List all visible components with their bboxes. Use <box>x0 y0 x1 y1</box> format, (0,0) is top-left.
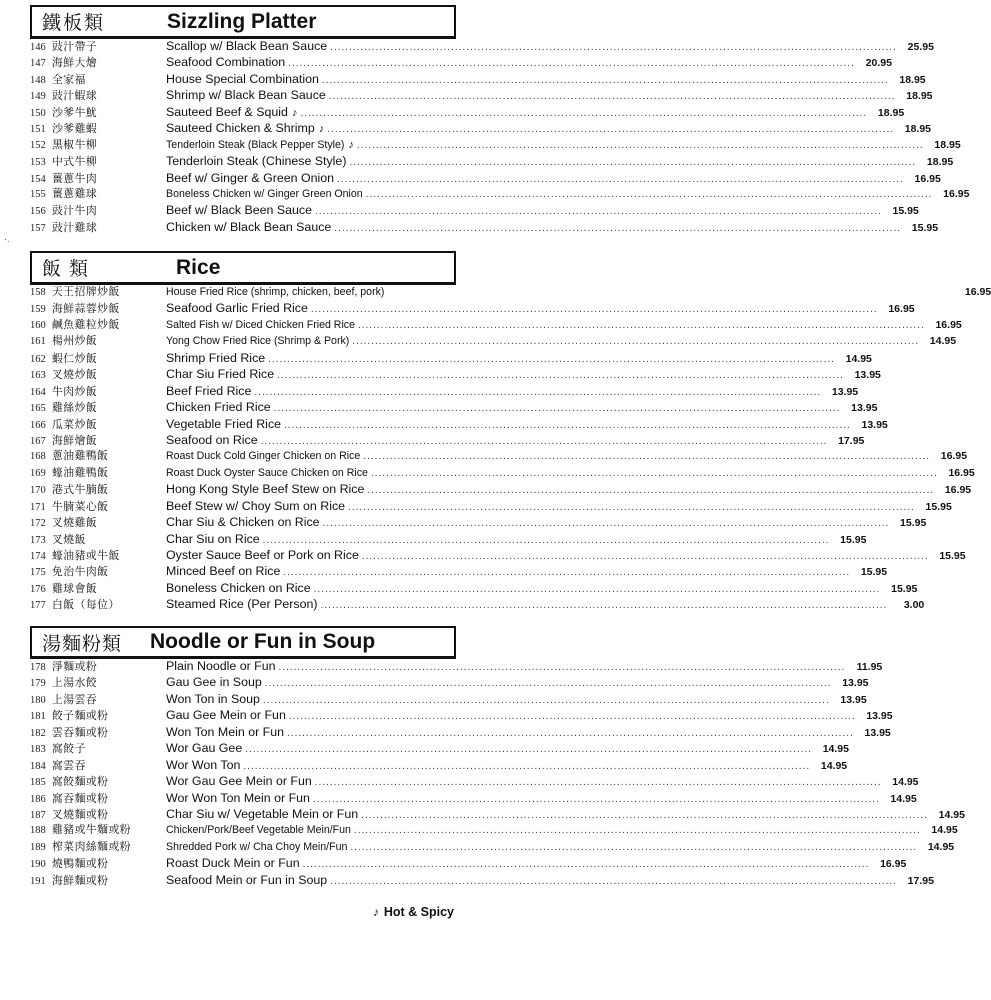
item-chinese-name: 豉汁帶子 <box>52 40 98 53</box>
menu-item-row <box>30 773 919 789</box>
dot-leader <box>321 598 888 614</box>
section-english-title: Sizzling Platter <box>167 9 317 33</box>
dot-leader <box>274 401 841 417</box>
item-number: 148 <box>30 74 46 86</box>
item-chinese-name: 海鮮蒜蓉炒飯 <box>52 302 120 316</box>
item-english-name: Char Siu & Chicken on Rice <box>166 515 320 530</box>
menu-item-row <box>30 153 954 169</box>
dot-leader <box>350 840 917 856</box>
item-price: 13.95 <box>851 402 878 415</box>
item-number: 146 <box>30 42 46 53</box>
item-number: 177 <box>30 600 46 612</box>
item-price: 18.95 <box>906 90 933 103</box>
item-english-name: Tenderloin Steak (Chinese Style) <box>166 154 347 169</box>
print-speck: ·. <box>4 234 10 244</box>
menu-item-row <box>30 514 927 530</box>
item-chinese-name: 雲吞麵或粉 <box>52 725 109 739</box>
item-number: 174 <box>30 551 46 562</box>
item-english-name: Seafood Garlic Fried Rice <box>166 301 308 316</box>
item-price: 13.95 <box>840 693 867 706</box>
chili-pepper-icon: ♪ <box>291 106 298 119</box>
item-number: 167 <box>30 435 46 447</box>
item-chinese-name: 海鮮大燴 <box>52 56 98 70</box>
item-chinese-name: 海鮮麵或粉 <box>52 873 109 887</box>
item-english-name: Vegetable Fried Rice <box>166 416 282 431</box>
menu-item-row <box>30 87 933 103</box>
item-chinese-name: 港式牛腩飯 <box>52 483 109 497</box>
dot-leader <box>288 56 855 72</box>
item-price: 16.95 <box>964 286 991 298</box>
menu-item-row <box>30 350 872 366</box>
dot-leader <box>300 106 867 122</box>
menu-item-row <box>30 563 888 579</box>
menu-item-row <box>30 399 878 415</box>
section-chinese-title: 鐵板類 <box>42 12 106 34</box>
dot-leader <box>354 823 921 839</box>
item-english-name: Won Ton Mein or Fun <box>166 724 285 739</box>
menu-item-row <box>30 547 966 563</box>
item-english-name: Wor Gau Gee <box>166 741 243 756</box>
menu-item-row <box>30 674 869 690</box>
item-number: 165 <box>30 403 46 415</box>
item-english-name: Wor Gau Gee Mein or Fun <box>166 774 312 789</box>
item-price: 14.95 <box>929 335 957 348</box>
item-english-name: Hong Kong Style Beef Stew on Rice <box>166 482 365 497</box>
item-chinese-name: 牛肉炒飯 <box>52 384 98 398</box>
dot-leader <box>315 775 882 791</box>
item-english-name: House Fried Rice (shrimp, chicken, beef, pork) <box>166 286 385 298</box>
item-price: 14.95 <box>931 824 958 837</box>
dot-leader <box>277 368 844 384</box>
item-chinese-name: 淨麵或粉 <box>52 660 98 673</box>
item-number: 171 <box>30 501 46 513</box>
item-chinese-name: 叉燒飯 <box>52 532 86 546</box>
dot-leader <box>366 187 933 203</box>
item-english-name: Won Ton in Soup <box>166 691 260 706</box>
item-number: 191 <box>30 875 46 887</box>
menu-item-row <box>30 300 915 316</box>
item-number: 173 <box>30 534 46 546</box>
item-number: 152 <box>30 139 46 151</box>
item-number: 184 <box>30 760 46 772</box>
menu-item-row <box>30 71 926 87</box>
item-price: 13.95 <box>842 677 869 690</box>
item-english-name: Minced Beef on Rice <box>166 564 281 579</box>
menu-item-row <box>30 822 958 838</box>
item-chinese-name: 豉汁牛肉 <box>52 204 98 218</box>
dot-leader <box>315 204 882 220</box>
item-english-name: Roast Duck Mein or Fun <box>166 856 300 871</box>
item-price: 16.95 <box>940 450 968 463</box>
item-price: 16.95 <box>948 466 975 479</box>
item-english-name: Beef w/ Black Been Sauce <box>166 203 313 218</box>
dot-leader <box>289 709 856 725</box>
item-number: 153 <box>30 157 46 169</box>
item-chinese-name: 沙爹雞蝦 <box>52 122 98 136</box>
item-english-name: Tenderloin Steak (Black Pepper Style) <box>166 138 345 151</box>
item-number: 158 <box>30 287 46 298</box>
dot-leader <box>348 500 915 516</box>
item-price: 15.95 <box>892 205 919 218</box>
item-chinese-name: 中式牛柳 <box>52 155 98 169</box>
item-english-name: Boneless Chicken on Rice <box>166 580 311 595</box>
item-price: 16.95 <box>914 172 941 185</box>
item-number: 166 <box>30 419 46 431</box>
dot-leader <box>311 302 878 318</box>
item-number: 183 <box>30 744 46 756</box>
item-price: 15.95 <box>860 566 888 579</box>
item-english-name: Oyster Sauce Beef or Pork on Rice <box>166 548 359 562</box>
item-chinese-name: 上湯水餃 <box>52 676 98 690</box>
menu-item-row <box>30 724 891 740</box>
item-english-name: Sauteed Beef & Squid <box>166 104 288 119</box>
item-number: 168 <box>30 451 46 463</box>
item-chinese-name: 鹹魚雞粒炒飯 <box>52 317 120 331</box>
item-english-name: Gau Gee in Soup <box>166 675 262 690</box>
section-items <box>30 38 970 235</box>
menu-item-row <box>30 333 957 349</box>
item-english-name: Wor Won Ton Mein or Fun <box>166 790 310 805</box>
item-price: 15.95 <box>900 517 927 530</box>
menu-item-row <box>30 658 883 674</box>
item-chinese-name: 白飯（每位） <box>52 598 120 612</box>
chili-pepper-icon: ♪ <box>348 138 354 151</box>
item-english-name: Seafood on Rice <box>166 432 258 447</box>
item-number: 151 <box>30 124 46 136</box>
item-english-name: Chicken/Pork/Beef Vegetable Mein/Fun <box>166 824 351 837</box>
item-chinese-name: 榨菜肉絲麵或粉 <box>52 839 132 853</box>
item-price: 15.95 <box>891 582 918 595</box>
item-chinese-name: 天王招牌炒飯 <box>52 285 120 298</box>
dot-leader <box>329 89 896 105</box>
section-items <box>30 284 991 613</box>
dot-leader <box>263 693 830 709</box>
item-number: 156 <box>30 206 46 218</box>
dot-leader <box>268 352 835 368</box>
dot-leader <box>287 726 854 742</box>
menu-item-row <box>30 38 934 54</box>
item-number: 162 <box>30 353 46 365</box>
item-price: 14.95 <box>890 792 917 805</box>
dot-leader <box>357 138 924 154</box>
dot-leader <box>313 792 880 808</box>
item-price: 16.95 <box>944 484 972 497</box>
dot-leader <box>322 73 889 89</box>
dot-leader <box>283 565 850 581</box>
menu-item-row <box>30 790 917 806</box>
menu-item-row <box>30 317 962 333</box>
menu-item-row <box>30 691 867 707</box>
item-number: 169 <box>30 467 46 479</box>
item-chinese-name: 窩雲吞 <box>52 758 86 772</box>
item-price: 16.95 <box>880 858 907 871</box>
item-number: 186 <box>30 793 46 805</box>
dot-leader <box>323 516 890 532</box>
menu-item-row <box>30 186 970 202</box>
section-chinese-title: 湯麵粉類 <box>42 632 123 655</box>
item-chinese-name: 窩餃麵或粉 <box>52 775 109 789</box>
menu-item-row <box>30 137 961 153</box>
item-chinese-name: 叉燒雞飯 <box>52 516 98 530</box>
item-price: 14.95 <box>822 743 849 756</box>
item-price: 16.95 <box>943 187 970 200</box>
dot-leader <box>279 660 846 676</box>
item-chinese-name: 薑蔥牛肉 <box>52 171 98 185</box>
item-chinese-name: 雞絲炒飯 <box>52 401 98 415</box>
item-english-name: Seafood Combination <box>166 55 286 70</box>
item-chinese-name: 全家福 <box>52 72 86 86</box>
item-english-name: Salted Fish w/ Diced Chicken Fried Rice <box>166 318 355 331</box>
item-chinese-name: 餃子麵或粉 <box>52 709 109 723</box>
menu-item-row <box>30 740 849 756</box>
menu-item-row <box>30 202 919 218</box>
dot-leader <box>363 449 930 465</box>
item-price: 14.95 <box>938 808 965 821</box>
menu-item-row <box>30 872 934 888</box>
item-price: 13.95 <box>861 418 888 431</box>
item-number: 187 <box>30 809 46 821</box>
item-english-name: Sauteed Chicken & Shrimp <box>166 121 315 136</box>
item-english-name: Plain Noodle or Fun <box>166 659 276 673</box>
item-chinese-name: 蔥油雞鴨飯 <box>52 449 109 463</box>
menu-item-row <box>30 448 968 464</box>
item-price: 13.95 <box>866 710 893 723</box>
menu-item-row <box>30 104 905 120</box>
item-number: 176 <box>30 583 46 595</box>
item-english-name: Char Siu w/ Vegetable Mein or Fun <box>166 806 359 821</box>
item-chinese-name: 瓜菜炒飯 <box>52 417 98 431</box>
menu-item-row <box>30 757 848 773</box>
dot-leader <box>334 221 901 237</box>
dot-leader <box>337 172 904 188</box>
item-number: 150 <box>30 107 46 119</box>
item-price: 15.95 <box>925 500 952 513</box>
item-number: 154 <box>30 173 46 185</box>
legend <box>373 905 454 919</box>
item-price: 20.95 <box>865 57 892 70</box>
item-chinese-name: 燒鴨麵或粉 <box>52 857 109 871</box>
item-chinese-name: 蠔油豬或牛飯 <box>52 549 120 562</box>
item-english-name: Beef w/ Ginger & Green Onion <box>166 170 335 185</box>
menu-item-row <box>30 481 972 497</box>
menu-item-row <box>30 416 888 432</box>
item-price: 16.95 <box>888 303 915 316</box>
dot-leader <box>314 582 881 598</box>
item-chinese-name: 豉汁蝦球 <box>52 89 98 103</box>
menu-item-row <box>30 383 859 399</box>
item-number: 164 <box>30 386 46 398</box>
item-chinese-name: 牛腩菜心飯 <box>52 499 109 513</box>
dot-leader <box>265 676 832 692</box>
item-number: 180 <box>30 694 46 706</box>
menu-item-row <box>30 839 955 855</box>
dot-leader <box>362 549 929 565</box>
dot-leader <box>361 808 928 824</box>
dot-leader <box>371 466 938 482</box>
menu-item-row <box>30 707 893 723</box>
menu-item-row <box>30 855 907 871</box>
item-number: 159 <box>30 304 46 316</box>
item-number: 178 <box>30 662 46 673</box>
legend-label: Hot & Spicy <box>383 905 454 919</box>
item-chinese-name: 窩吞麵或粉 <box>52 791 109 805</box>
dot-leader <box>327 122 894 138</box>
item-number: 172 <box>30 518 46 530</box>
item-price: 18.95 <box>899 73 926 86</box>
dot-leader <box>349 155 916 171</box>
item-chinese-name: 海鮮燴飯 <box>52 433 98 447</box>
item-chinese-name: 薑蔥雞球 <box>52 186 98 200</box>
menu-item-row <box>30 219 939 235</box>
menu-item-row <box>30 366 881 382</box>
menu-item-row <box>30 170 941 186</box>
section-items <box>30 658 965 888</box>
item-number: 189 <box>30 841 46 853</box>
dot-leader <box>367 483 934 499</box>
dot-leader <box>330 874 897 890</box>
item-price: 25.95 <box>907 41 934 53</box>
item-chinese-name: 楊州炒飯 <box>52 334 98 348</box>
item-english-name: Shrimp w/ Black Bean Sauce <box>166 88 326 103</box>
item-chinese-name: 叉燒麵或粉 <box>52 807 109 821</box>
section-header-noodle-soup <box>30 626 456 658</box>
item-english-name: Chicken w/ Black Bean Sauce <box>166 219 332 234</box>
item-chinese-name: 蠔油雞鴨飯 <box>52 465 109 479</box>
item-english-name: Beef Stew w/ Choy Sum on Rice <box>166 498 346 513</box>
item-english-name: House Special Combination <box>166 71 319 86</box>
item-english-name: Char Siu Fried Rice <box>166 367 275 382</box>
item-number: 157 <box>30 222 46 234</box>
item-number: 170 <box>30 485 46 497</box>
item-number: 161 <box>30 336 46 348</box>
item-number: 179 <box>30 678 46 690</box>
item-price: 16.95 <box>935 318 962 331</box>
section-header-rice <box>30 251 456 284</box>
item-price: 18.95 <box>926 156 954 169</box>
menu-item-row <box>30 54 892 70</box>
item-price: 14.95 <box>927 840 955 853</box>
dot-leader <box>254 385 821 401</box>
item-price: 14.95 <box>845 352 872 365</box>
item-price: 13.95 <box>854 369 881 382</box>
item-price: 18.95 <box>904 123 932 136</box>
item-english-name: Boneless Chicken w/ Ginger Green Onion <box>166 187 363 200</box>
dot-leader <box>330 40 897 56</box>
item-english-name: Gau Gee Mein or Fun <box>166 708 286 723</box>
item-english-name: Chicken Fried Rice <box>166 400 271 415</box>
chili-pepper-icon: ♪ <box>372 905 379 919</box>
item-english-name: Shredded Pork w/ Cha Choy Mein/Fun <box>166 840 348 853</box>
section-english-title: Noodle or Fun in Soup <box>150 630 376 653</box>
item-number: 175 <box>30 567 46 579</box>
item-english-name: Shrimp Fried Rice <box>166 350 266 365</box>
item-price: 14.95 <box>892 776 919 789</box>
section-header-sizzling-platter <box>30 5 456 38</box>
item-english-name: Seafood Mein or Fun in Soup <box>166 872 328 887</box>
item-chinese-name: 上湯雲吞 <box>52 692 98 706</box>
dot-leader <box>284 418 851 434</box>
dot-leader <box>243 759 810 775</box>
item-number: 190 <box>30 859 46 871</box>
dot-leader <box>358 318 925 334</box>
item-chinese-name: 雞球會飯 <box>52 581 98 595</box>
item-english-name: Char Siu on Rice <box>166 531 260 546</box>
item-number: 149 <box>30 91 46 103</box>
dot-leader <box>352 334 919 350</box>
menu-item-row <box>30 498 952 514</box>
item-number: 163 <box>30 370 46 382</box>
item-price: 3.00 <box>903 599 925 612</box>
item-number: 160 <box>30 319 46 331</box>
dot-leader <box>245 742 812 758</box>
menu-item-row <box>30 465 975 481</box>
item-chinese-name: 免治牛肉飯 <box>52 565 109 579</box>
item-number: 182 <box>30 727 46 739</box>
item-price: 18.95 <box>877 106 905 119</box>
section-english-title: Rice <box>176 255 221 279</box>
chili-pepper-icon: ♪ <box>318 123 325 136</box>
item-price: 13.95 <box>864 726 891 739</box>
item-chinese-name: 雞豬或牛麵或粉 <box>52 823 132 837</box>
item-chinese-name: 蝦仁炒飯 <box>52 351 98 365</box>
item-english-name: Roast Duck Oyster Sauce Chicken on Rice <box>166 466 368 479</box>
item-chinese-name: 豉汁雞球 <box>52 220 98 234</box>
menu-item-row <box>30 806 965 822</box>
item-price: 15.95 <box>911 221 939 234</box>
item-number: 185 <box>30 777 46 789</box>
item-english-name: Yong Chow Fried Rice (Shrimp & Pork) <box>166 335 350 348</box>
item-number: 147 <box>30 58 46 70</box>
item-price: 13.95 <box>831 385 859 398</box>
item-price: 15.95 <box>939 550 966 562</box>
item-chinese-name: 沙爹牛魷 <box>52 105 98 119</box>
item-price: 11.95 <box>856 661 883 673</box>
section-chinese-title: 飯類 <box>42 258 97 280</box>
item-english-name: Scallop w/ Black Bean Sauce <box>166 39 328 53</box>
menu-item-row <box>30 120 932 136</box>
item-chinese-name: 窩餃子 <box>52 742 86 756</box>
item-chinese-name: 黑椒牛柳 <box>52 137 98 151</box>
menu-item-row <box>30 284 991 300</box>
menu-item-row <box>30 580 918 596</box>
item-number: 155 <box>30 188 46 200</box>
item-price: 17.95 <box>907 874 934 887</box>
menu-item-row <box>30 596 925 612</box>
item-price: 17.95 <box>838 434 865 447</box>
menu-item-row <box>30 531 867 547</box>
dot-leader <box>303 857 870 873</box>
item-price: 14.95 <box>820 759 848 772</box>
item-chinese-name: 叉燒炒飯 <box>52 368 98 382</box>
menu-item-row <box>30 432 865 448</box>
item-number: 188 <box>30 825 46 837</box>
item-price: 15.95 <box>840 533 867 546</box>
item-number: 181 <box>30 711 46 723</box>
item-english-name: Steamed Rice (Per Person) <box>166 597 318 612</box>
item-english-name: Beef Fried Rice <box>166 383 252 398</box>
item-english-name: Wor Won Ton <box>166 757 241 772</box>
item-english-name: Roast Duck Cold Ginger Chicken on Rice <box>166 450 361 463</box>
item-price: 18.95 <box>934 138 961 151</box>
